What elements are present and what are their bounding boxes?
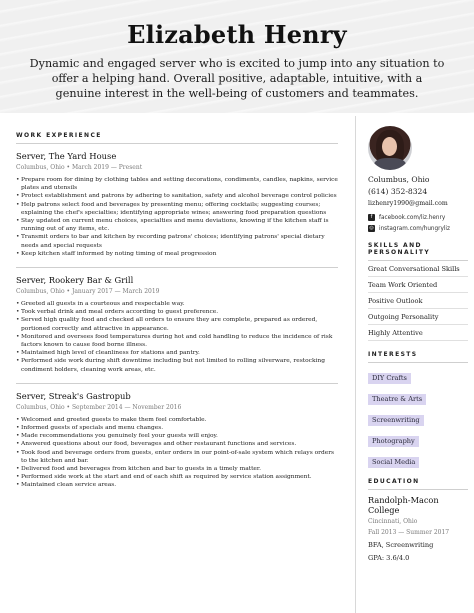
- interest-tags: [368, 365, 468, 468]
- skill-item: Highly Attentive: [368, 325, 468, 341]
- job-title: Server, Streak's Gastropub: [16, 390, 131, 401]
- bullet: • Welcomed and greeted guests to make them feel comfortable.: [16, 416, 338, 424]
- bullet: • Protect establishment and patrons by adhering to sanitation, safety and alcohol beverage control policies: [16, 192, 338, 200]
- contact-location: Columbus, Ohio: [368, 175, 430, 184]
- interest-tag: Screenwriting: [368, 415, 424, 426]
- bullet: • Maintained clean service areas.: [16, 481, 338, 489]
- edu-dates: Fall 2013 — Summer 2017: [368, 529, 450, 536]
- bullet: • Prepare room for dining by clothing tables and setting decorations, condiments, candles, napkins, service plates and utensils: [16, 176, 338, 192]
- section-title-work: WORK EXPERIENCE: [16, 132, 102, 139]
- job-entry: [16, 151, 338, 268]
- interest-tag: Photography: [368, 436, 419, 447]
- instagram-link[interactable]: [368, 225, 468, 232]
- summary-text: Dynamic and engaged server who is excited to jump into any situation to offer a helping hand. Overall positive, adaptable, intuitive, with a genuine interest in the well-being of customers and teammates.: [29, 57, 445, 100]
- divider: [368, 362, 468, 363]
- bullet: • Took verbal drink and meal orders according to guest preference.: [16, 308, 338, 316]
- skill-item: Great Conversational Skills: [368, 261, 468, 277]
- job-meta: Columbus, Ohio • January 2017 — March 2019: [16, 288, 160, 296]
- section-title-education: EDUCATION: [368, 478, 420, 485]
- bullet: • Performed side work at the start and end of each shift as required by service station assignment.: [16, 473, 338, 481]
- bullet: • Delivered food and beverages from kitchen and bar to guests in a timely matter.: [16, 465, 338, 473]
- divider: [368, 489, 468, 490]
- avatar: [368, 126, 412, 170]
- bullet: • Informed guests of specials and menu changes.: [16, 424, 338, 432]
- bullet: • Maintained high level of cleanliness for stations and pantry.: [16, 349, 338, 357]
- job-title: Server, Rookery Bar & Grill: [16, 275, 134, 286]
- divider: [16, 383, 338, 384]
- edu-degree: BFA, Screenwriting: [368, 541, 434, 549]
- job-title: Server, The Yard House: [16, 151, 117, 161]
- bullet: • Stay updated on current menu choices, specialties and menu deviations, knowing if the kitchen staff is running out of any items, etc.: [16, 217, 338, 233]
- skills-section: [368, 242, 468, 341]
- facebook-icon: f: [368, 214, 375, 221]
- job-entry: [16, 275, 338, 384]
- job-bullets: [16, 176, 338, 258]
- section-title-skills: SKILLS AND PERSONALITY: [368, 242, 431, 256]
- interest-tag: Social Media: [368, 457, 419, 468]
- divider: [16, 267, 338, 268]
- edu-school: Randolph-Macon College: [368, 495, 439, 515]
- bullet: • Took food and beverage orders from guests, enter orders in our point-of-sale system which relays orders to the kitchen and bar.: [16, 449, 338, 465]
- skill-item: Team Work Oriented: [368, 277, 468, 293]
- sidebar: [368, 126, 468, 563]
- bullet: • Made recommendations you genuinely feel your guests will enjoy.: [16, 432, 338, 440]
- bullet: • Keep kitchen staff informed by noting timing of meal progression: [16, 250, 338, 258]
- facebook-url[interactable]: facebook.com/liz.henry: [379, 214, 446, 221]
- bullet: • Monitored and oversees food temperatures during hot and cold handling to reduce the incidence of risk factors known to cause food borne illness.: [16, 333, 338, 349]
- interest-tag: Theatre & Arts: [368, 394, 426, 405]
- interest-tag: DIY Crafts: [368, 373, 411, 384]
- divider: [16, 143, 338, 144]
- job-entry: [16, 391, 338, 490]
- instagram-url[interactable]: instagram.com/hungryliz: [379, 225, 450, 232]
- work-experience-section: [16, 132, 338, 490]
- candidate-name: Elizabeth Henry: [127, 20, 347, 49]
- bullet: • Answered questions about our food, beverages and other restaurant functions and services.: [16, 440, 338, 448]
- column-divider: [355, 116, 356, 613]
- skill-item: Outgoing Personality: [368, 309, 468, 325]
- section-title-interests: INTERESTS: [368, 351, 418, 358]
- bullet: • Help patrons select food and beverages by presenting menu; offering cocktails; suggesting courses; explaining the chef's specialties; identifying appropriate wines; answering food preparation questions: [16, 201, 338, 217]
- job-bullets: [16, 416, 338, 490]
- edu-location: Cincinnati, Ohio: [368, 518, 418, 525]
- education-section: [368, 478, 468, 563]
- interests-section: [368, 351, 468, 468]
- bullet: • Performed side work during shift downtime including but not limited to rolling silverware, restocking condiment holders, cleaning work areas, etc.: [16, 357, 338, 373]
- facebook-link[interactable]: [368, 214, 468, 221]
- instagram-icon: ◎: [369, 225, 374, 231]
- contact-block: [368, 174, 468, 210]
- bullet: • Greeted all guests in a courteous and respectable way.: [16, 300, 338, 308]
- job-bullets: [16, 300, 338, 374]
- edu-gpa: GPA: 3.6/4.0: [368, 554, 410, 562]
- header-banner: [0, 0, 474, 113]
- job-meta: Columbus, Ohio • March 2019 — Present: [16, 164, 143, 171]
- contact-email[interactable]: lizhenry1990@gmail.com: [368, 200, 448, 207]
- bullet: • Transmit orders to bar and kitchen by recording patrons' choices; identifying patrons' special dietary needs and special requests: [16, 233, 338, 249]
- bullet: • Served high quality food and checked all orders to ensure they are complete, prepared as ordered, portioned correctly and attractive in appearance.: [16, 316, 338, 332]
- skill-item: Positive Outlook: [368, 293, 468, 309]
- avatar-face: [382, 137, 397, 156]
- avatar-shirt: [374, 158, 406, 170]
- contact-phone: (614) 352-8324: [368, 187, 428, 196]
- job-meta: Columbus, Ohio • September 2014 — November 2016: [16, 403, 182, 411]
